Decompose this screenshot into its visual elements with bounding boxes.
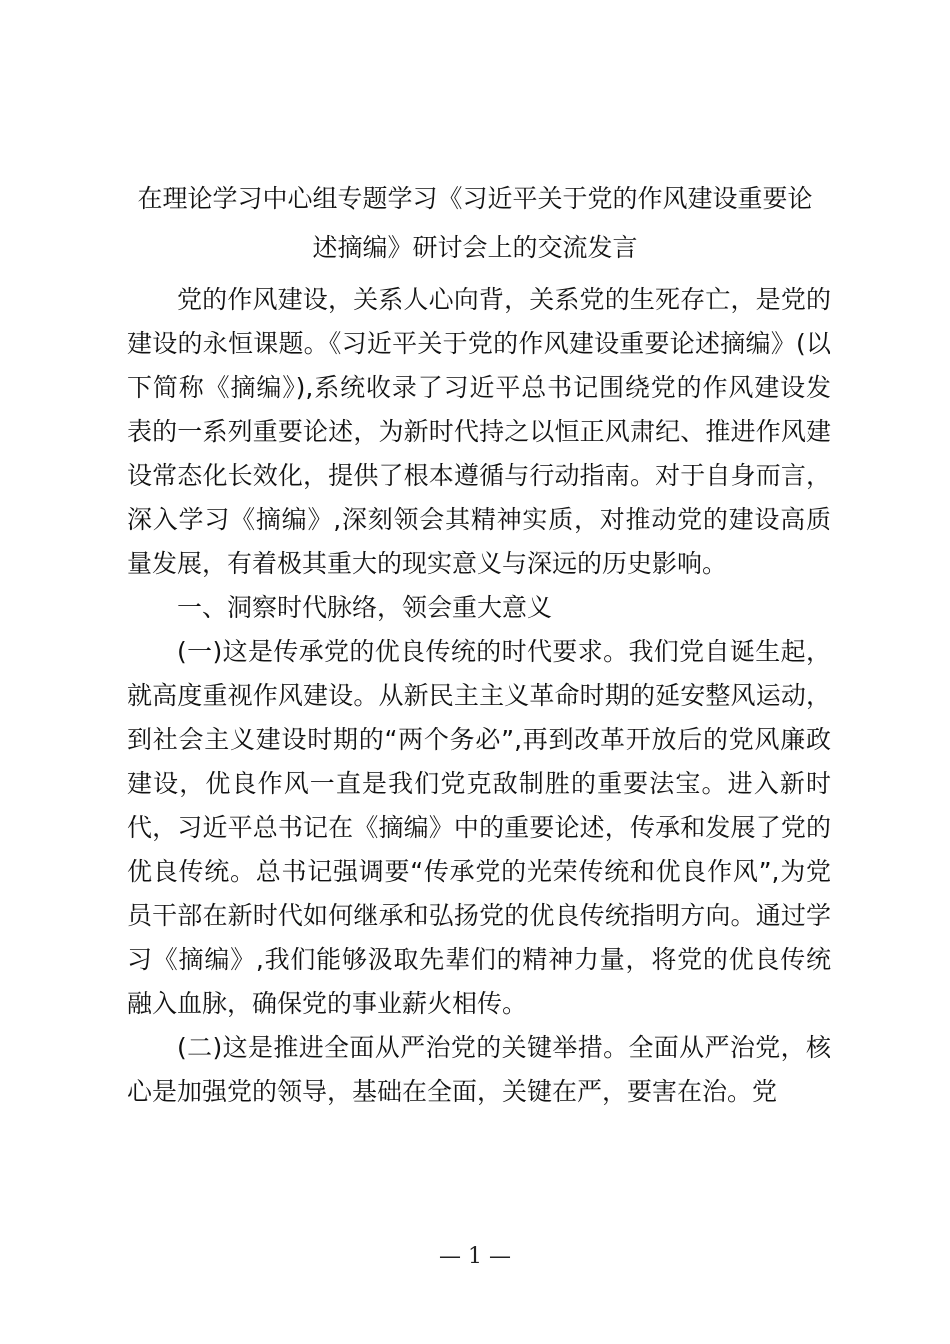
document-body — [127, 278, 831, 1114]
document-title-line-1: 在理论学习中心组专题学习《习近平关于党的作风建设重要论 — [137, 184, 813, 213]
subsection-paragraph-2: (二)这是推进全面从严治党的关键举措。全面从严治党，核心是加强党的领导，基础在全面，关键在严，要害在治。党 — [127, 1033, 831, 1106]
section-heading: 一、洞察时代脉络，领会重大意义 — [177, 593, 553, 622]
subsection-paragraph-1: (一)这是传承党的优良传统的时代要求。我们党自诞生起，就高度重视作风建设。从新民主主义革命时期的延安整风运动，到社会主义建设时期的“两个务必”,再到改革开放后的党风廉政建设，优良作风一直是我们党克敌制胜的重要法宝。进入新时代，习近平总书记在《摘编》中的重要论述，传承和发展了党的优良传统。总书记强调要“传承党的光荣传统和优良作风”,为党员干部在新时代如何继承和弘扬党的优良传统指明方向。通过学习《摘编》,我们能够汲取先辈们的精神力量，将党的优良传统融入血脉，确保党的事业薪火相传。 — [127, 637, 831, 1018]
document-title-line-2: 述摘编》研讨会上的交流发言 — [312, 233, 638, 262]
page-number: — 1 — — [439, 1244, 511, 1269]
intro-paragraph: 党的作风建设，关系人心向背，关系党的生死存亡，是党的建设的永恒课题。《习近平关于党的作风建设重要论述摘编》(以下简称《摘编》),系统收录了习近平总书记围绕党的作风建设发表的一系列重要论述，为新时代持之以恒正风肃纪、推进作风建设常态化长效化，提供了根本遵循与行动指南。对于自身而言，深入学习《摘编》,深刻领会其精神实质，对推动党的建设高质量发展，有着极其重大的现实意义与深远的历史影响。 — [127, 285, 831, 578]
